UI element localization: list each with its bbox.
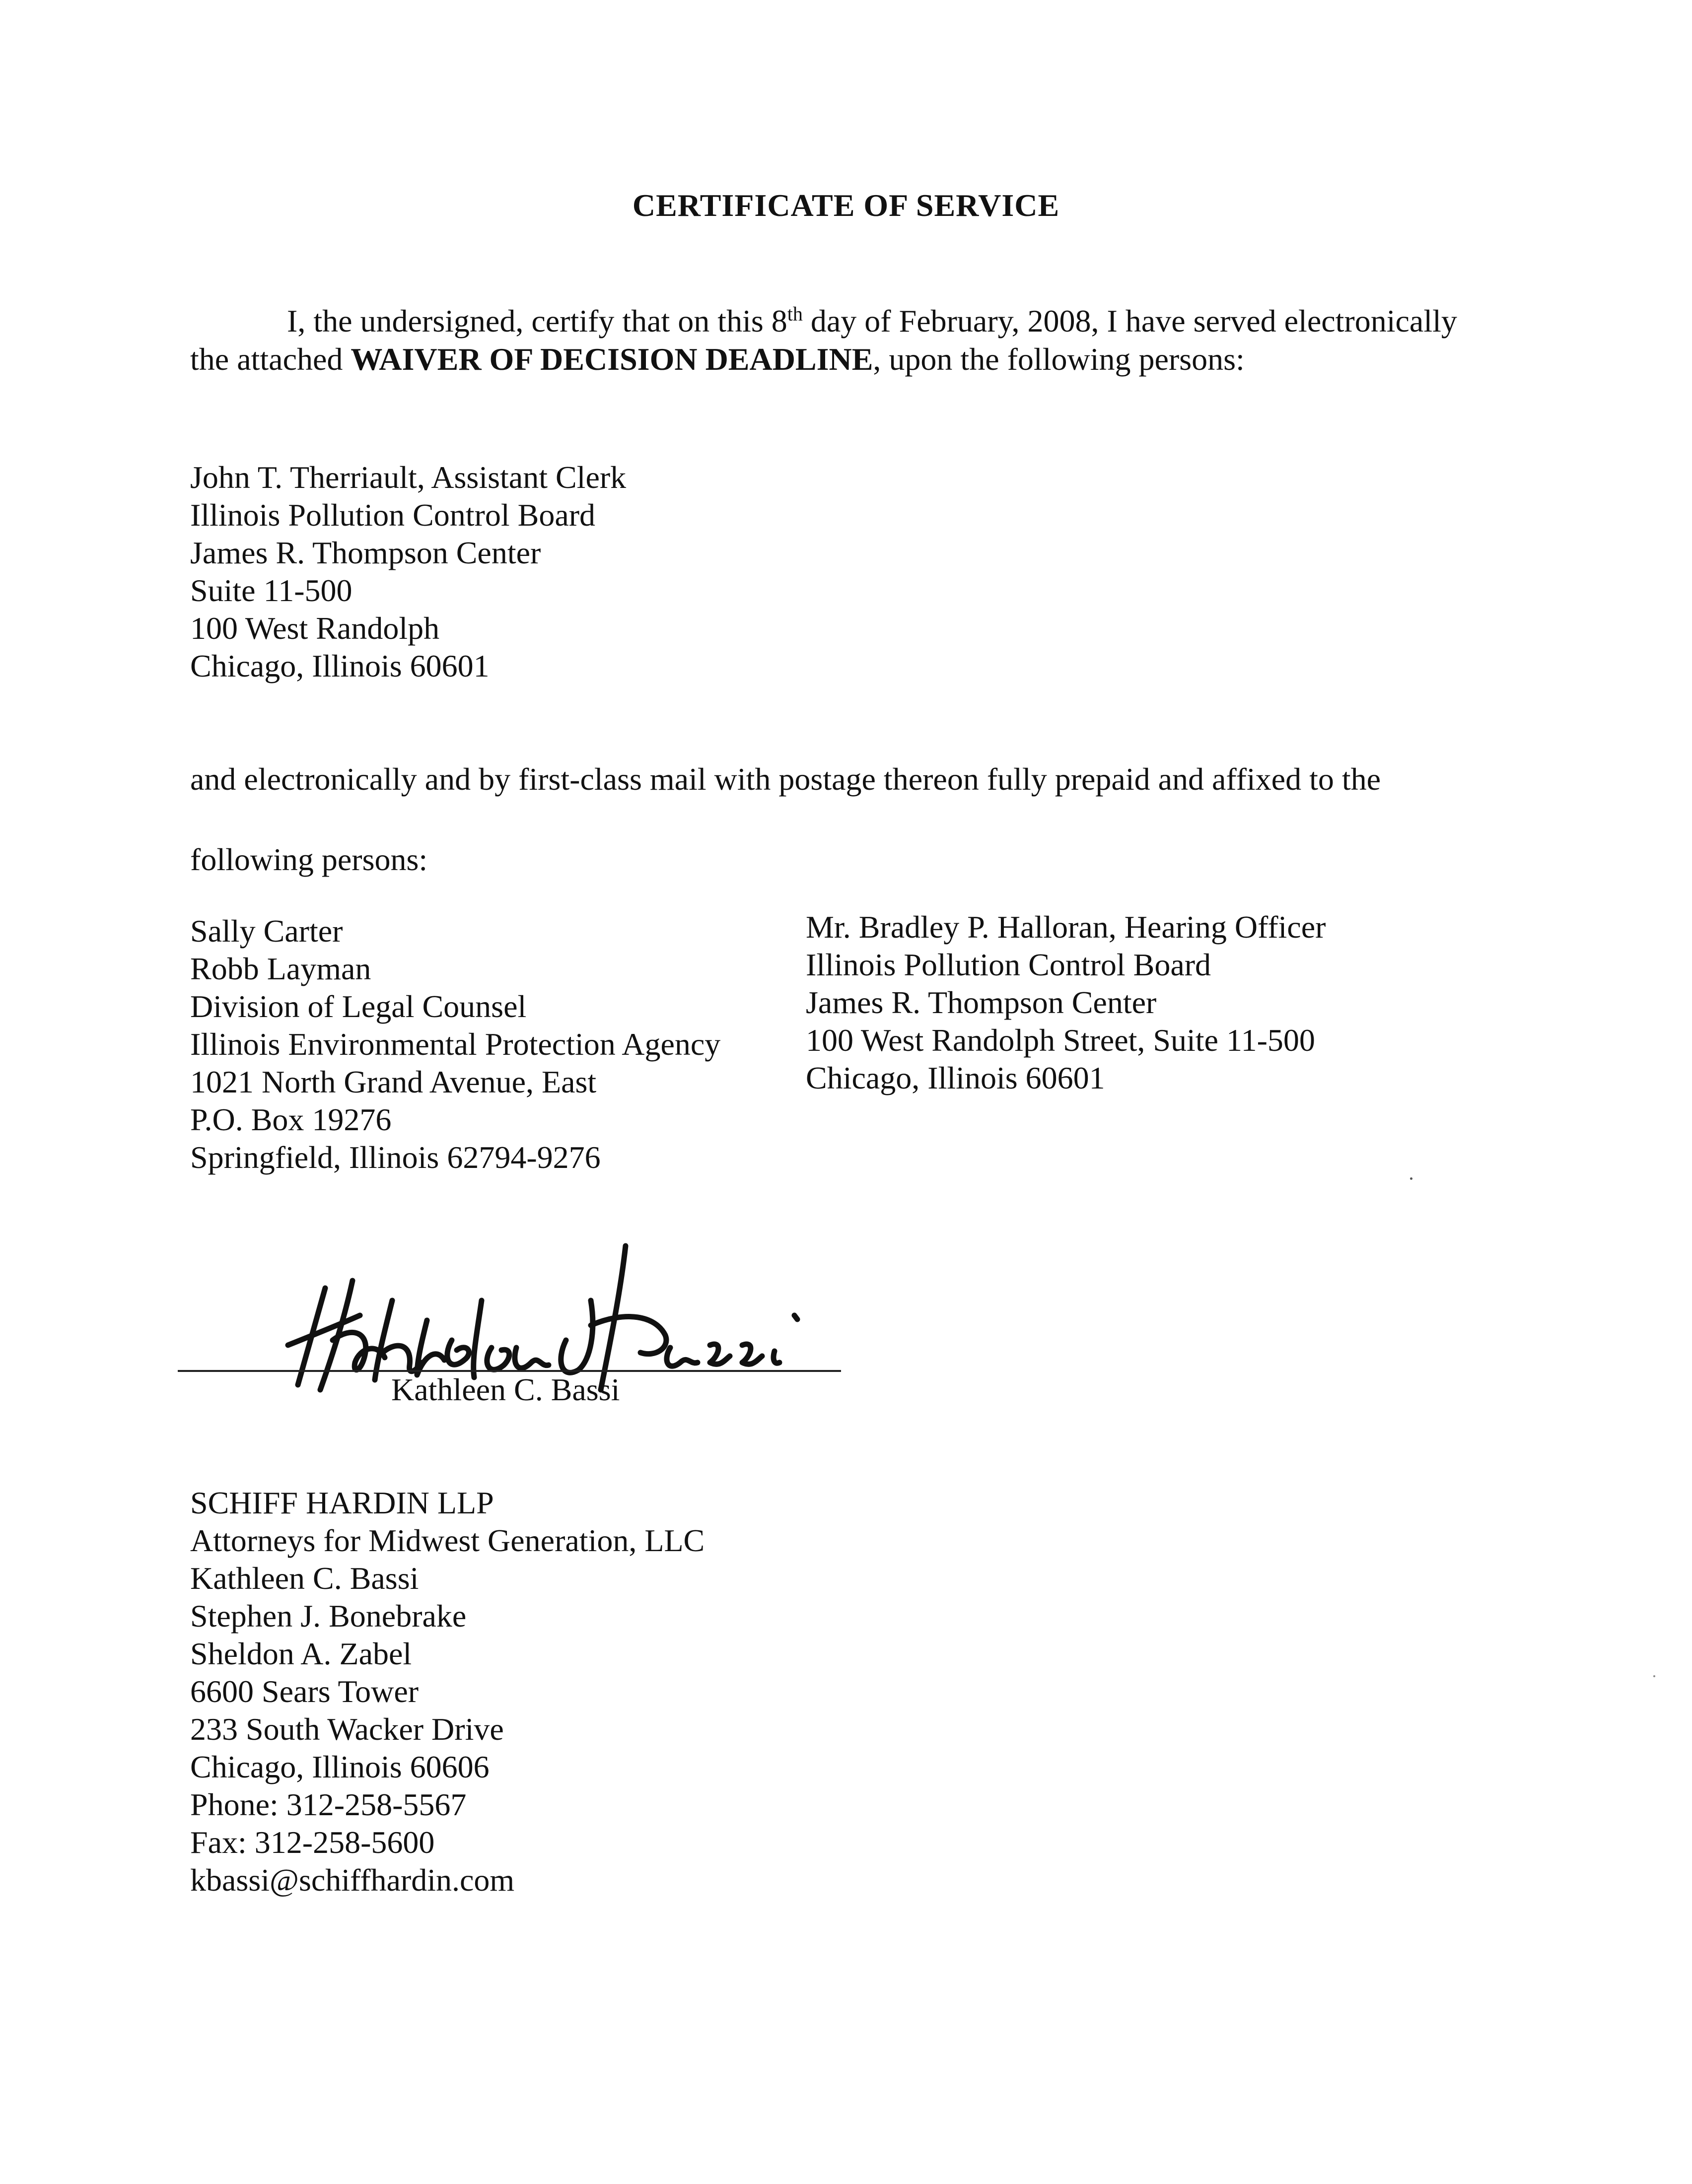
mail-paragraph-line-2: following persons:: [190, 842, 428, 877]
clerk-address-block: [190, 459, 626, 685]
firm-line: Chicago, Illinois 60606: [190, 1749, 490, 1784]
firm-block: [190, 1484, 705, 1899]
address-line: 1021 North Grand Avenue, East: [190, 1064, 597, 1099]
firm-name: SCHIFF HARDIN LLP: [190, 1485, 494, 1520]
address-line: Suite 11-500: [190, 573, 352, 608]
firm-line: Stephen J. Bonebrake: [190, 1598, 467, 1634]
intro-paragraph: [190, 302, 1481, 378]
firm-line: 233 South Wacker Drive: [190, 1711, 504, 1747]
address-line: James R. Thompson Center: [190, 535, 541, 570]
intro-ordinal-suffix: th: [787, 302, 803, 325]
address-line: Chicago, Illinois 60601: [190, 648, 490, 683]
document-name-bold: WAIVER OF DECISION DEADLINE: [351, 341, 873, 377]
epa-address-block: [190, 912, 720, 1176]
intro-text-2: day of February, 2008, I have served electronically the attached: [190, 303, 1457, 377]
document-title: CERTIFICATE OF SERVICE: [632, 188, 1060, 223]
hearing-officer-address-block: [806, 908, 1326, 1097]
address-line: 100 West Randolph: [190, 611, 440, 646]
address-line: Chicago, Illinois 60601: [806, 1060, 1105, 1095]
firm-line: Sheldon A. Zabel: [190, 1636, 412, 1671]
firm-line: Kathleen C. Bassi: [190, 1561, 419, 1596]
address-line: Mr. Bradley P. Halloran, Hearing Officer: [806, 909, 1326, 945]
address-line: Division of Legal Counsel: [190, 989, 527, 1024]
address-line: Illinois Pollution Control Board: [190, 497, 596, 533]
scan-speck: [1410, 1177, 1412, 1180]
address-line: John T. Therriault, Assistant Clerk: [190, 460, 627, 495]
address-line: Sally Carter: [190, 913, 343, 949]
phone-number: Phone: 312-258-5567: [190, 1787, 467, 1822]
address-line: James R. Thompson Center: [806, 985, 1157, 1020]
fax-number: Fax: 312-258-5600: [190, 1825, 435, 1860]
address-line: Illinois Environmental Protection Agency: [190, 1026, 721, 1062]
address-line: Springfield, Illinois 62794-9276: [190, 1140, 601, 1175]
email-address: kbassi@schiffhardin.com: [190, 1862, 515, 1898]
address-line: P.O. Box 19276: [190, 1102, 392, 1137]
address-line: Robb Layman: [190, 951, 371, 986]
address-line: 100 West Randolph Street, Suite 11-500: [806, 1023, 1315, 1058]
firm-line: Attorneys for Midwest Generation, LLC: [190, 1523, 705, 1558]
intro-text-3: , upon the following persons:: [873, 341, 1245, 377]
intro-text-1: I, the undersigned, certify that on this 8: [287, 303, 787, 339]
signatory-name: Kathleen C. Bassi: [391, 1372, 620, 1407]
address-line: Illinois Pollution Control Board: [806, 947, 1211, 982]
firm-line: 6600 Sears Tower: [190, 1674, 419, 1709]
mail-paragraph-line-1: and electronically and by first-class mail with postage thereon fully prepaid and affixed to the: [190, 761, 1381, 797]
scan-speck: [1653, 1675, 1655, 1677]
